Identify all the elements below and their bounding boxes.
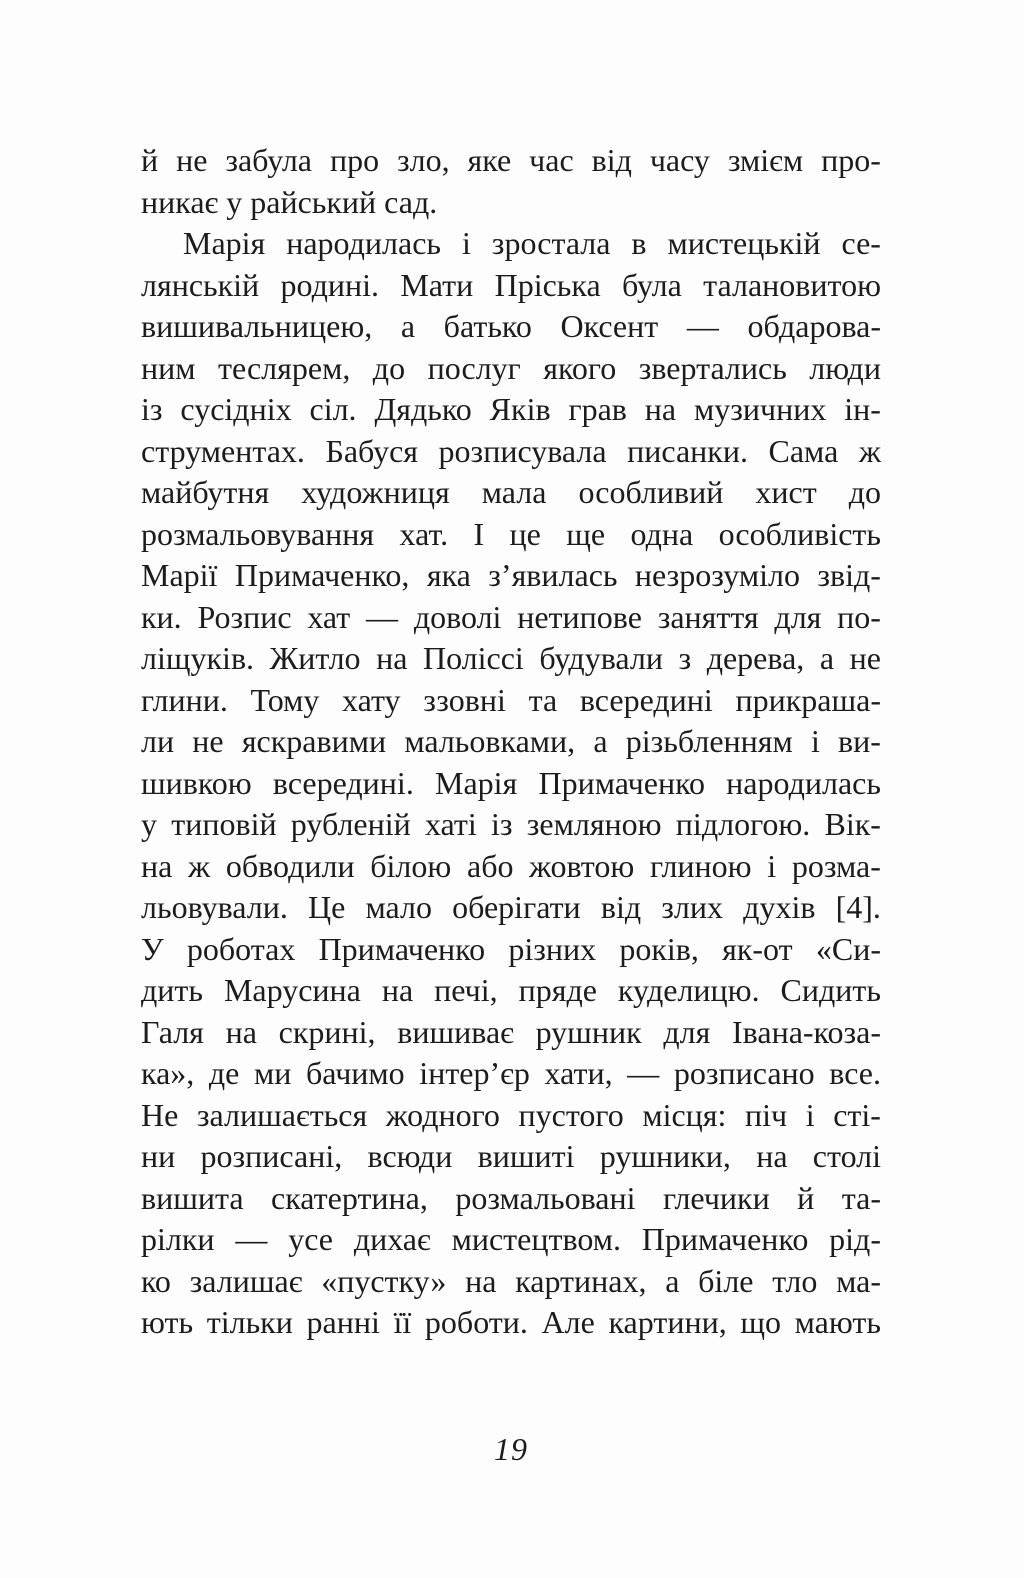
text-line: ки. Розпис хат — доволі нетипове заняття для по-	[141, 598, 881, 635]
text-line: вишивальницею, а батько Оксент — обдарова-	[141, 308, 881, 344]
text-line: шивкою всередині. Марія Примаченко народилась	[141, 764, 881, 801]
text-line: на ж обводили білою або жовтою глиною і розма-	[141, 847, 881, 884]
text-line: струментах. Бабуся розписувала писанки. Сама ж	[141, 432, 881, 469]
text-line: ють тільки ранні її роботи. Але картини, що мають	[141, 1304, 881, 1340]
text-line: ним теслярем, до послуг якого звертались люди	[141, 349, 881, 386]
text-line: й не забула про зло, яке час від часу змієм про-	[141, 142, 881, 178]
text-line: ни розписані, всюди вишиті рушники, на столі	[141, 1138, 881, 1174]
text-line: Галя на скрині, вишиває рушник для Івана-коза-	[141, 1013, 881, 1050]
text-line: глини. Тому хату ззовні та всередині прикраша-	[141, 681, 881, 718]
text-line: майбутня художниця мала особливий хист до	[141, 474, 881, 510]
text-line: рілки — усе дихає мистецтвом. Примаченко рід-	[141, 1221, 881, 1257]
text-line: лянській родині. Мати Пріська була талановитою	[141, 266, 881, 303]
text-line: У роботах Примаченко різних років, як-от «Си-	[141, 930, 881, 967]
page-text	[141, 140, 881, 1344]
text-line: вишита скатертина, розмальовані глечики й та-	[141, 1179, 881, 1216]
text-line: никає у райський сад.	[141, 183, 438, 220]
text-line: дить Марусина на печі, пряде куделицю. Сидить	[141, 972, 881, 1008]
text-line: із сусідніх сіл. Дядько Яків грав на музичних ін-	[141, 391, 881, 427]
text-line: ка», де ми бачимо інтер’єр хати, — розписано все.	[141, 1055, 881, 1091]
text-line: ліщуків. Житло на Поліссі будували з дерева, а не	[141, 640, 881, 676]
text-line: Марія народилась і зростала в мистецькій се-	[183, 225, 881, 261]
text-line: Марії Примаченко, яка з’явилась незрозуміло звід-	[141, 557, 881, 593]
text-line: ли не яскравими мальовками, а різьбленням і ви-	[141, 723, 881, 759]
text-line: ко залишає «пустку» на картинах, а біле тло ма-	[141, 1262, 881, 1299]
text-line: у типовій рубленій хаті із земляною підлогою. Вік-	[141, 806, 881, 842]
page-number: 19	[494, 1431, 528, 1467]
text-line: льовували. Це мало оберігати від злих духів [4].	[141, 889, 881, 925]
text-line: розмальовування хат. І це ще одна особливість	[141, 515, 881, 552]
text-line: Не залишається жодного пустого місця: піч і сті-	[141, 1096, 881, 1133]
